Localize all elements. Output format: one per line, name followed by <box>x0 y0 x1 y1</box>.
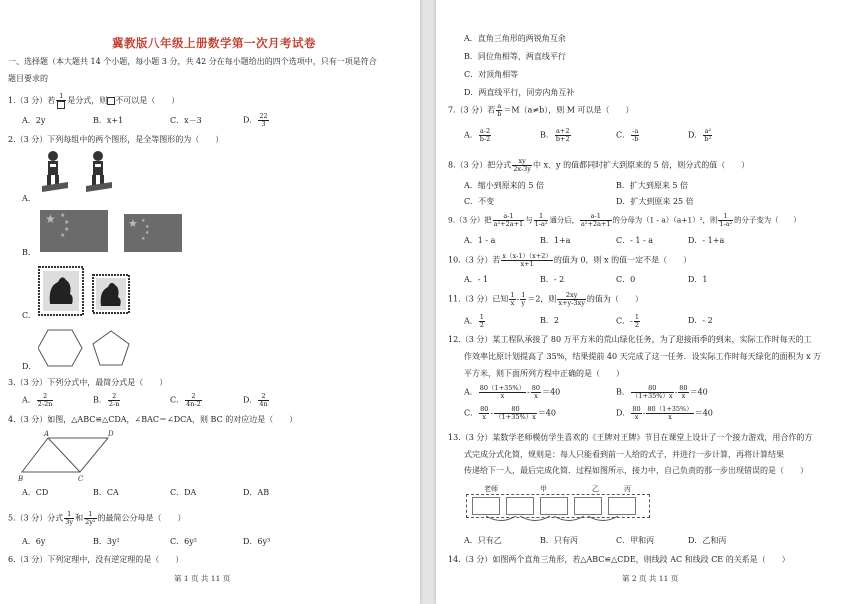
q1-fraction: 1 <box>56 93 66 109</box>
star-icon: ★ <box>45 212 56 226</box>
q8-option-b[interactable]: B．扩大到原来 5 倍 <box>616 181 689 190</box>
relay-label-teacher: 老师 <box>484 485 498 493</box>
blank-box-icon <box>57 101 65 109</box>
q1-stem: 1.（3 分）若 <box>8 96 56 105</box>
q13-option-b[interactable]: B．只有丙 <box>540 536 578 545</box>
relay-label-jia: 甲 <box>540 485 547 493</box>
q4-option-a[interactable]: A．CD <box>22 488 49 497</box>
question-13-line-3: 传递给下一人，最后完成化简．过程如图所示，接力中，自己负责的那一步出现错误的是（ ） <box>464 466 808 475</box>
q7-option-d[interactable]: D． $\frac{\text{a²}}{\text{b²}}$ <box>688 127 712 143</box>
question-11: 11.（3 分）已知 $\frac{1}{x}$ - $\frac{1}{y}$ ＝2，则 $\frac{2xy}{x+y-3xy}$ 的值为（ ） <box>448 291 643 307</box>
q3-option-d[interactable]: D． $\frac{2}{4n}$ <box>243 392 268 408</box>
q8-option-d[interactable]: D．扩大到原来 25 倍 <box>616 197 694 206</box>
arrow-icon <box>588 516 618 521</box>
q11-option-b[interactable]: B．2 <box>540 316 559 325</box>
q5-option-a[interactable]: A．6y <box>22 537 46 546</box>
q12-option-c[interactable]: C． $\frac{80}{x}$ - $\frac{80}{(1+35\%)x}$ ＝40 <box>464 405 556 421</box>
q4-option-d[interactable]: D．AB <box>243 488 270 497</box>
q6-option-d[interactable]: D．两直线平行，同旁内角互补 <box>464 88 575 97</box>
q2-option-d[interactable]: D. <box>22 362 31 371</box>
q3-option-a[interactable]: A． $\frac{2}{2-2n}$ <box>22 392 53 408</box>
q10-option-d[interactable]: D．1 <box>688 275 708 284</box>
q1-option-b[interactable]: B．x+1 <box>93 116 124 125</box>
arrow-icon <box>554 516 584 521</box>
question-14: 14.（3 分）如图两个直角三角形，若△ABC≌△CDE，则线段 AC 和线段 CE 的关系是（ ） <box>448 555 790 564</box>
q11-option-c[interactable]: C．- $\frac{1}{2}$ <box>616 313 639 329</box>
point-label-d: D <box>108 430 114 438</box>
star-icon: ★ <box>64 219 70 226</box>
q10-option-b[interactable]: B．- 2 <box>540 275 565 284</box>
question-5: 5.（3 分）分式 $\frac{1}{3y}$ 和 $\frac{1}{\text{2y²}}$ 的最简公分母是（ ） <box>8 510 186 526</box>
arrow-icon <box>520 516 550 521</box>
star-icon: ★ <box>141 236 146 242</box>
q5-option-d[interactable]: D．6y³ <box>243 537 271 546</box>
exam-page-2 <box>436 0 864 604</box>
q4-option-b[interactable]: B．CA <box>93 488 119 497</box>
q11-option-d[interactable]: D．- 2 <box>688 316 713 325</box>
question-2: 2.（3 分）下列每组中的两个图形，是全等图形的为（ ） <box>8 135 224 144</box>
q7-option-a[interactable]: A． $\frac{a-2}{b-2}$ <box>464 127 491 143</box>
star-icon: ★ <box>128 217 138 230</box>
relay-label-yi: 乙 <box>592 485 599 493</box>
question-1: 1.（3 分）若 1 是分式，则 不可以是（ ） <box>8 93 179 109</box>
q3-option-b[interactable]: B． $\frac{2}{2-n}$ <box>93 392 120 408</box>
point-label-b: B <box>18 475 24 483</box>
q1-option-a[interactable]: A．2y <box>22 116 46 125</box>
exam-title: 冀教版八年级上册数学第一次月考试卷 <box>112 36 316 50</box>
question-8: 8.（3 分）把分式 $\frac{xy}{2x-3y}$ 中 x、y 的值都同时扩大到原来的 5 倍，则分式的值（ ） <box>448 157 750 173</box>
question-9: 9.（3 分）把 $\frac{a-1}{\text{a²+2a+1}}$ 与 $\frac{1}{\text{1-a²}}$ 通分后， $\frac{a-1}{\text{a²+2a+1}}$ 的分母为（1 - a）（a+1）²，则 $\frac{1}{\text{1-a²}}$ 的分子变为（ ） <box>448 212 801 228</box>
page-number-1: 第 1 页 共 11 页 <box>174 574 231 583</box>
q5-option-c[interactable]: C．6y² <box>170 537 197 546</box>
q3-option-c[interactable]: C． $\frac{2}{4n-2}$ <box>170 392 201 408</box>
rooster-stamps-image <box>38 266 158 316</box>
star-icon: ★ <box>60 232 66 239</box>
page-number-2: 第 2 页 共 11 页 <box>622 574 679 583</box>
point-label-c: C <box>78 475 84 483</box>
question-4: 4.（3 分）如图，△ABC≌△CDA，∠BAC＝∠DCA，则 BC 的对应边是（ ） <box>8 415 298 424</box>
star-icon: ★ <box>145 224 150 230</box>
relay-cell-teacher <box>472 497 500 515</box>
q7-option-c[interactable]: C． $\frac{-a}{-b}$ <box>616 127 639 143</box>
q8-option-c[interactable]: C．不变 <box>464 197 495 206</box>
q13-option-a[interactable]: A．只有乙 <box>464 536 502 545</box>
question-10: 10.（3 分）若 $\frac{x(x-1)(x+2)}{x+1}$ 的值为 0，则 x 的值一定不是（ ） <box>448 252 692 268</box>
q2-option-a[interactable]: A. <box>22 194 31 203</box>
question-12-line-3: 平方米，则下面所列方程中正确的是（ ） <box>464 369 624 378</box>
section-heading-cont: 题目要求的 <box>8 74 48 83</box>
question-13-line-2: 式完成分式化简，规则是：每人只能看到前一人给的式子，并进行一步计算，再将计算结果 <box>464 450 784 459</box>
relay-cell-yi <box>574 497 602 515</box>
q6-option-b[interactable]: B．同位角相等，两直线平行 <box>464 52 566 61</box>
q6-option-a[interactable]: A．直角三角形的两锐角互余 <box>464 34 566 43</box>
q8-option-a[interactable]: A．缩小到原来的 5 倍 <box>464 181 544 190</box>
q4-option-c[interactable]: C．DA <box>170 488 197 497</box>
relay-cell-bing <box>608 497 636 515</box>
parallelogram-diagram <box>18 428 118 484</box>
q12-option-b[interactable]: B． $\frac{80}{(1+35\%)x}$ - $\frac{80}{x}$ ＝40 <box>616 384 708 400</box>
hexagon-pentagon-image <box>38 328 138 370</box>
section-heading: 一、选择题（本大题共 14 个小题，每小题 3 分，共 42 分在每小题给出的四个选项中，只有一项是符合 <box>8 57 377 66</box>
q10-option-a[interactable]: A．- 1 <box>464 275 489 284</box>
question-12-line-2: 作效率比原计划提高了 35%，结果提前 40 天完成了这一任务．设实际工作时每天绿化的面积为 x 万 <box>464 352 822 361</box>
q10-option-c[interactable]: C．0 <box>616 275 636 284</box>
question-12-line-1: 12.（3 分）某工程队承接了 80 万平方米的荒山绿化任务，为了迎接雨季的到来，实际工作时每天的工 <box>448 335 812 344</box>
boy-figures-image <box>38 148 128 198</box>
q5-option-b[interactable]: B．3y² <box>93 537 120 546</box>
q9-option-d[interactable]: D．- 1+a <box>688 236 725 245</box>
q2-option-c[interactable]: C. <box>22 311 31 320</box>
q9-option-c[interactable]: C．- 1 - a <box>616 236 654 245</box>
point-label-a: A <box>44 430 50 438</box>
star-icon: ★ <box>141 218 146 224</box>
q1-option-c[interactable]: C．x－3 <box>170 116 202 125</box>
q9-option-a[interactable]: A．1 - a <box>464 236 496 245</box>
q6-option-c[interactable]: C．对顶角相等 <box>464 70 519 79</box>
q2-option-b[interactable]: B. <box>22 248 31 257</box>
q12-option-a[interactable]: A． $\frac{80(1+35\%)}{x}$ - $\frac{80}{x}$ ＝40 <box>464 384 561 400</box>
relay-label-bing: 丙 <box>624 485 631 493</box>
arrow-icon <box>486 516 516 521</box>
exam-page-1 <box>0 0 420 604</box>
q11-option-a[interactable]: A． $\frac{1}{2}$ <box>464 313 484 329</box>
q12-option-d[interactable]: D． $\frac{80}{x}$ - $\frac{80(1+35\%)}{x}$ ＝40 <box>616 405 713 421</box>
star-icon: ★ <box>60 212 66 219</box>
q13-option-c[interactable]: C．甲和丙 <box>616 536 655 545</box>
q7-option-b[interactable]: B． $\frac{a+2}{b+2}$ <box>540 127 570 143</box>
question-6: 6.（3 分）下列定理中，没有逆定理的是（ ） <box>8 555 184 564</box>
relay-cell-jia <box>540 497 568 515</box>
question-7: 7.（3 分）若 $\frac{a}{b}$ ＝M（a≠b），则 M 可以是（ ） <box>448 102 634 118</box>
relay-cell-1 <box>506 497 534 515</box>
question-3: 3.（3 分）下列分式中，最简分式是（ ） <box>8 378 168 387</box>
q9-option-b[interactable]: B．1+a <box>540 236 571 245</box>
question-13-line-1: 13.（3 分）某数学老师模仿学生喜欢的《王牌对王牌》节目在课堂上设计了一个接力游戏，用合作的方 <box>448 433 813 442</box>
q13-option-d[interactable]: D．乙和丙 <box>688 536 727 545</box>
star-icon: ★ <box>145 230 150 236</box>
q1-option-d[interactable]: D． $\frac{22}{3}$ <box>243 112 268 128</box>
star-icon: ★ <box>64 226 70 233</box>
relay-arrows <box>476 514 646 526</box>
